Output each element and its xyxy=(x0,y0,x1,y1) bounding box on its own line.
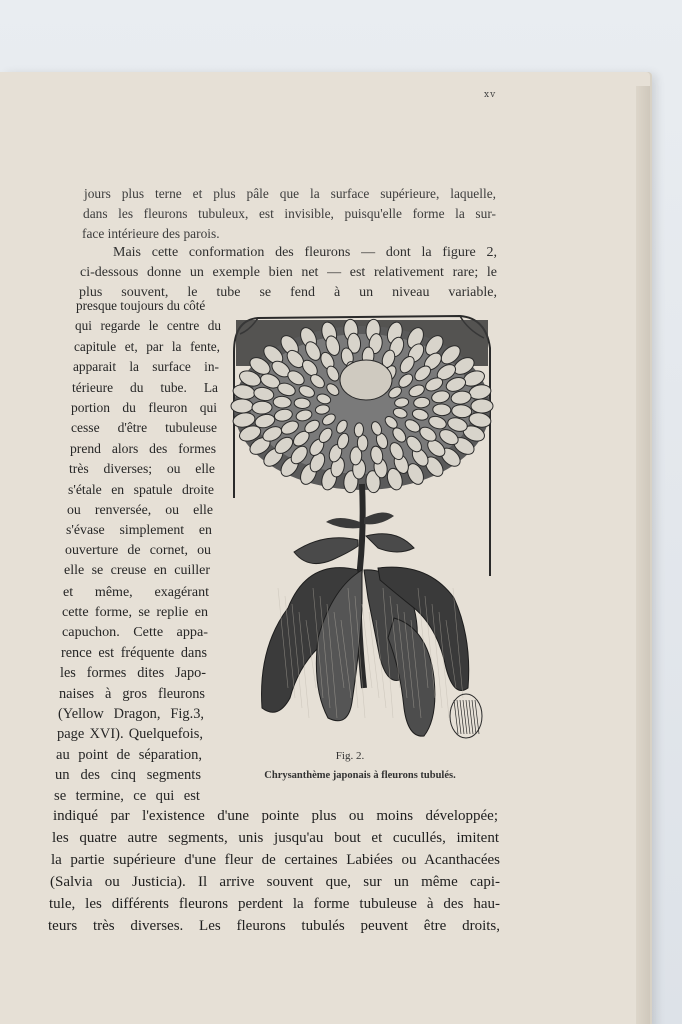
wrapped-text-line: les formes dites Japo- xyxy=(60,665,206,682)
text-line-top-1: jours plus terne et plus pâle que la surface supérieure, laquelle, xyxy=(84,186,496,201)
figure-caption: Chrysanthème japonais à fleurons tubulés. xyxy=(264,770,456,781)
wrapped-text-line: page XVI). Quelquefois, xyxy=(57,726,203,743)
wrapped-text-line: se termine, ce qui est xyxy=(54,787,200,804)
text-line-para2-2: ci-dessous donne un exemple bien net — est relativement rare; le xyxy=(80,265,497,280)
wrapped-text-line: prend alors des formes xyxy=(70,440,216,456)
text-line-bottom-1: indiqué par l'existence d'une pointe plus ou moins développée; xyxy=(53,808,498,824)
wrapped-text-line: portion du fleuron qui xyxy=(71,400,217,415)
page-folio: xv xyxy=(484,90,497,100)
wrapped-text-line: naises à gros fleurons xyxy=(59,685,205,702)
wrapped-text-line: s'étale en spatule droite xyxy=(68,481,214,497)
wrapped-text-line: ouverture de cornet, ou xyxy=(65,542,211,558)
text-line-top-3: face intérieure des parois. xyxy=(82,226,220,241)
text-line-bottom-4: (Salvia ou Justicia). Il arrive souvent que, sur un même capi- xyxy=(50,874,500,890)
wrapped-text-line: (Yellow Dragon, Fig.3, xyxy=(58,706,204,722)
text-line-bottom-2: les quatre autre segments, unis jusqu'au bout et cucullés, imitent xyxy=(52,830,499,846)
text-line-para2-1: Mais cette conformation des fleurons — dont la figure 2, xyxy=(113,245,497,260)
wrapped-text-line: au point de séparation, xyxy=(56,746,202,763)
wrapped-text-line: qui regarde le centre du xyxy=(75,318,221,334)
figure-label: Fig. 2. xyxy=(335,750,365,762)
wrapped-text-line: cette forme, se replie en xyxy=(62,604,208,620)
wrapped-text-line: térieure du tube. La xyxy=(72,379,218,395)
text-line-top-2: dans les fleurons tubuleux, est invisible, puisqu'elle forme la sur- xyxy=(83,206,496,221)
text-line-para2-3: plus souvent, le tube se fend à un niveau variable, xyxy=(79,285,497,300)
text-line-bottom-5: tule, les différents fleurons perdent la forme tubuleuse à des hau- xyxy=(49,896,500,912)
wrapped-text-line: rence est fréquente dans xyxy=(61,644,207,661)
text-line-bottom-6: teurs très diverses. Les fleurons tubulés peuvent être droits, xyxy=(48,918,500,934)
text-line-bottom-3: la partie supérieure d'une fleur de certaines Labiées ou Acanthacées xyxy=(51,852,500,868)
wrapped-text-line: presque toujours du côté xyxy=(76,298,206,313)
wrapped-text-line: cesse d'être tubuleuse xyxy=(71,420,217,436)
wrapped-text-line: très diverses; ou elle xyxy=(69,461,215,477)
wrapped-text-line: ou renversée, ou elle xyxy=(67,502,213,517)
wrapped-text-line: apparait la surface in- xyxy=(73,359,219,375)
wrapped-text-line: capuchon. Cette appa- xyxy=(62,624,208,641)
wrapped-text-line: un des cinq segments xyxy=(55,767,201,784)
wrapped-text-line: elle se creuse en cuiller xyxy=(64,563,210,579)
page-edge xyxy=(636,86,650,1024)
wrapped-text-line: capitule et, par la fente, xyxy=(74,338,220,354)
wrapped-text-line: s'évase simplement en xyxy=(66,522,212,538)
wrapped-text-line: et même, exagérant xyxy=(63,583,209,600)
chrysanthemum-illustration xyxy=(228,308,498,748)
